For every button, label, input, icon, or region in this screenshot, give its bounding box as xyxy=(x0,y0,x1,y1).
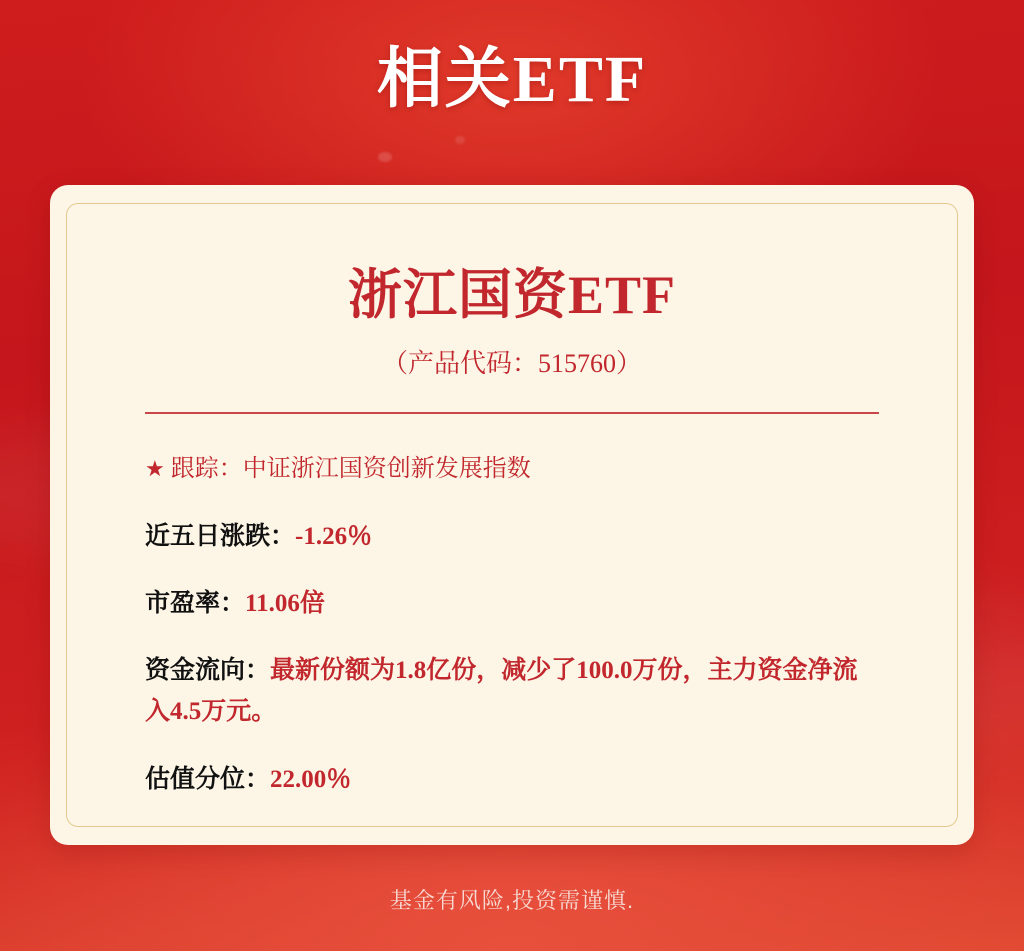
metric-label: 资金流向： xyxy=(145,657,271,685)
disclaimer: 基金有风险,投资需谨慎. xyxy=(389,888,635,913)
metric-value: 22.00％ xyxy=(270,765,352,793)
fund-name: 浙江国资ETF xyxy=(347,265,677,325)
metric-value: 11.06倍 xyxy=(245,589,325,617)
page-title: 相关ETF xyxy=(376,43,648,116)
metric-label: 近五日涨跌： xyxy=(145,522,296,550)
metric-row-fundflow xyxy=(145,650,879,733)
star-icon: ★ xyxy=(145,456,165,481)
fund-card xyxy=(50,185,974,845)
fund-card-inner-border xyxy=(66,203,958,827)
metric-row-valuation xyxy=(145,759,879,800)
metric-label: 市盈率： xyxy=(145,589,246,617)
metric-label: 估值分位： xyxy=(145,765,271,793)
metric-row-pe xyxy=(145,583,879,624)
fund-details-list xyxy=(145,414,879,800)
metric-value: -1.26％ xyxy=(295,522,373,550)
tracking-text: 跟踪：中证浙江国资创新发展指数 xyxy=(170,456,531,482)
metric-row-change xyxy=(145,516,879,557)
divider xyxy=(145,412,879,414)
decorative-dot-icon xyxy=(378,152,392,162)
tracking-row xyxy=(145,450,879,490)
fund-code: （产品代码：515760） xyxy=(381,349,642,378)
decorative-dot-icon xyxy=(455,136,465,144)
metric-value: 最新份额为1.8亿份，减少了100.0万份，主力资金净流入4.5万元。 xyxy=(145,657,858,726)
